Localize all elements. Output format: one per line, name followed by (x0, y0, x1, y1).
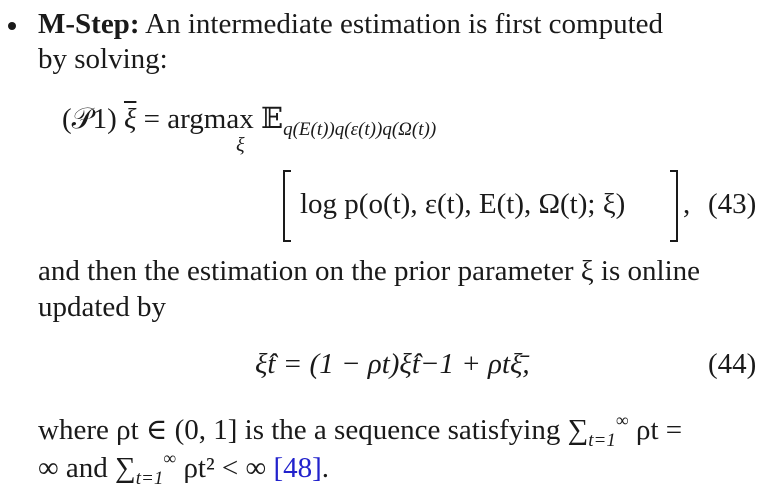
bullet-icon (8, 22, 16, 30)
eq43-trailing: , (683, 188, 691, 220)
eq43-label: (𝒫1) (62, 103, 117, 135)
item-line-2 (38, 41, 168, 77)
para1-line-2: updated by (38, 291, 167, 323)
para2-sum-upper-1: ∞ (615, 410, 629, 430)
para2-line-2-pre: ∞ and ∑ (38, 452, 136, 484)
eq43-equals: = (143, 103, 161, 135)
eq43-body: log p(o(t), ε(t), E(t), Ω(t); ξ) (300, 188, 626, 220)
eq43-operator: argmax (167, 103, 254, 135)
item-line-1 (38, 6, 663, 42)
eq43-operator-sub: ξ (236, 134, 245, 156)
para2-sum-upper-2: ∞ (163, 448, 177, 468)
eq43-left-bracket (283, 170, 291, 242)
eq43-expectation-sub: q(E(t))q(ε(t))q(Ω(t)) (283, 119, 437, 140)
item-text-line-1: An intermediate estimation is first computed (145, 8, 663, 40)
para1-line-1: and then the estimation on the prior parameter ξ is online (38, 255, 701, 287)
para2-line-1-post: ρt = (635, 414, 683, 446)
para2-sum-limits-1: t=1 (588, 430, 616, 451)
eq43-lhs: $\overline{\xi}$ (123, 103, 137, 135)
citation-link[interactable]: [48] (273, 452, 322, 484)
para2-line-2 (38, 440, 329, 497)
eq44-body: ξ̂t = (1 − ρt)ξ̂t−1 + ρtξ̄, (255, 348, 530, 380)
para2-sum-limits-2: t=1 (135, 468, 164, 489)
item-heading: M-Step: (38, 8, 140, 40)
para2-end: . (321, 452, 330, 484)
eq43-line-1 (62, 100, 436, 148)
eq43-number: (43) (708, 188, 757, 220)
eq43-expectation: 𝔼 (260, 101, 284, 135)
eq43-right-bracket (670, 170, 678, 242)
eq44-number: (44) (708, 348, 757, 380)
para2-line-2-post: ρt² < ∞ (183, 452, 267, 484)
item-text-line-2: by solving: (38, 43, 168, 75)
para2-line-1-pre: where ρt ∈ (0, 1] is the a sequence satisfying ∑ (38, 414, 589, 446)
